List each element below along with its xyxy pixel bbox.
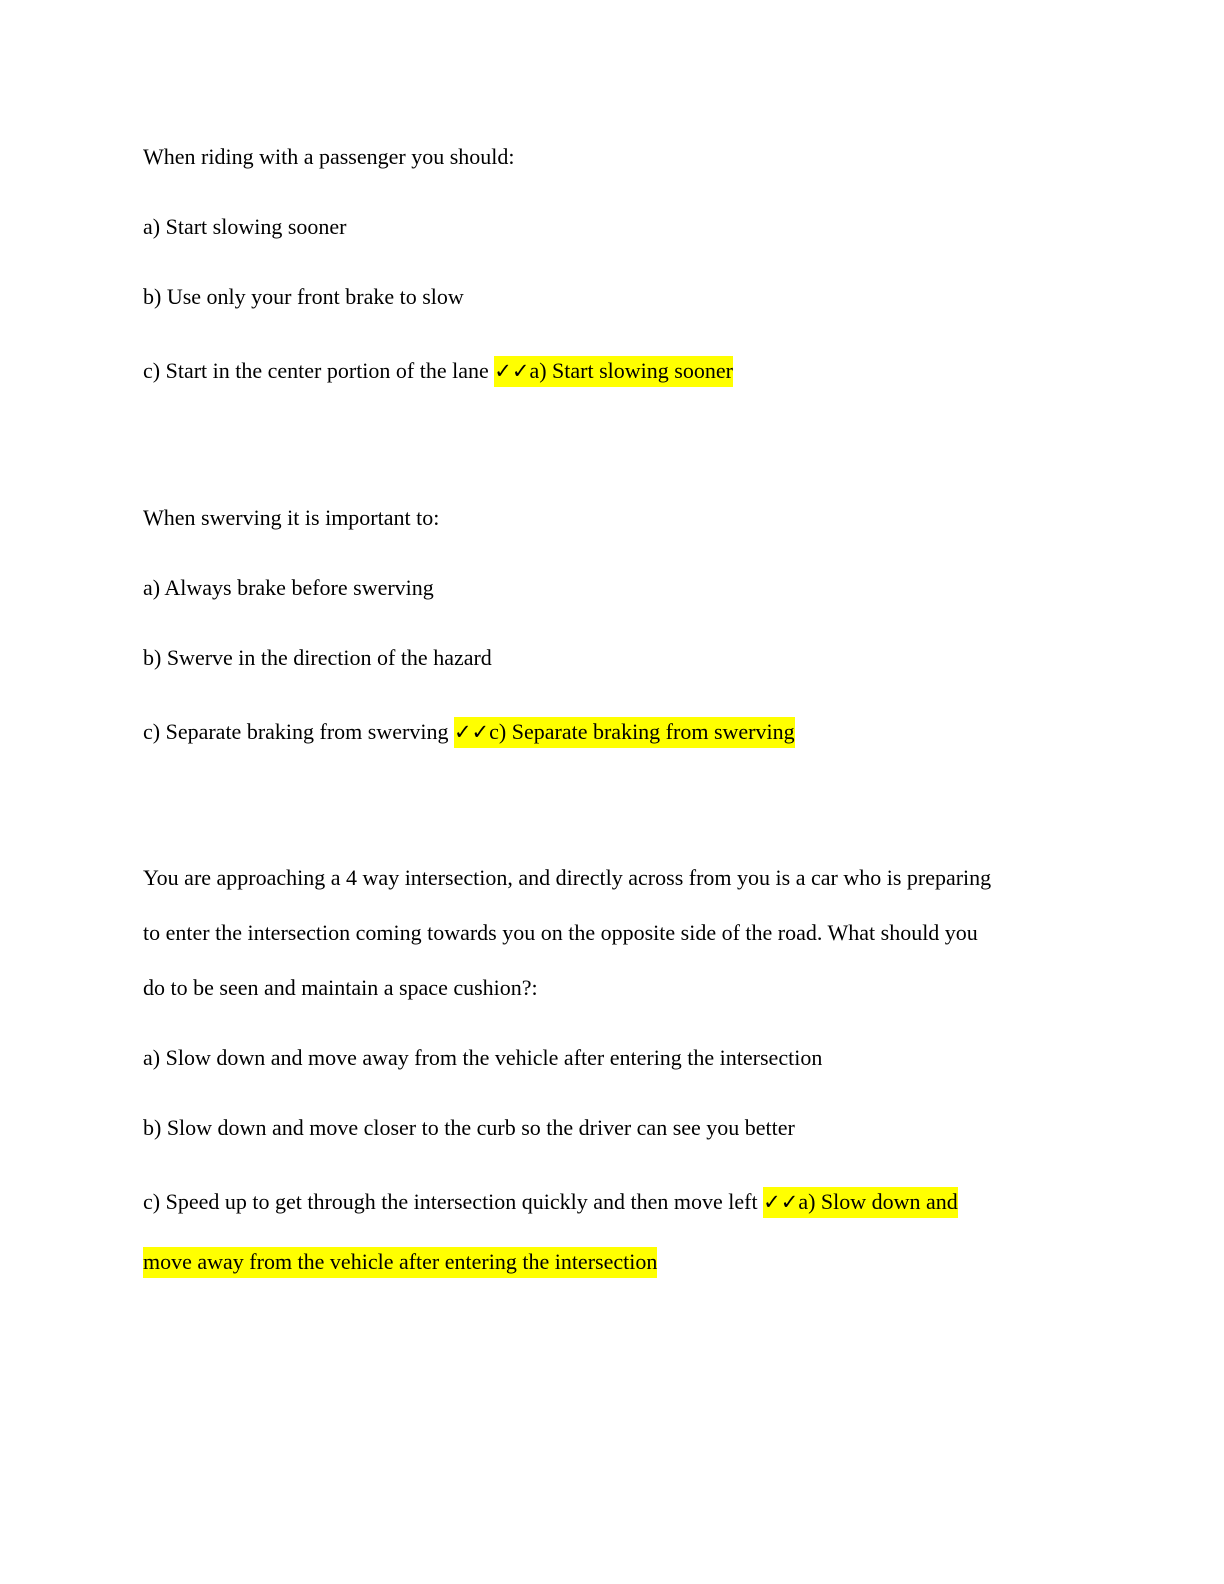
- question-3-prompt-line-1: You are approaching a 4 way intersection, and directly across from you is a car who is preparing: [143, 865, 992, 890]
- question-1-option-c: c) Start in the center portion of the lane: [143, 358, 489, 383]
- question-2-answer-highlight: [454, 717, 795, 748]
- question-3-answer-highlight: [763, 1187, 958, 1218]
- question-3-answer-line-2: [143, 1247, 657, 1277]
- question-3-option-c-line: [143, 1187, 958, 1217]
- question-1-option-b: b) Use only your front brake to slow: [143, 284, 464, 309]
- question-2-option-c-line: [143, 717, 795, 747]
- question-2-option-b: b) Swerve in the direction of the hazard: [143, 645, 492, 670]
- question-1-option-c-line: [143, 356, 733, 386]
- question-3-option-c: c) Speed up to get through the intersection quickly and then move left: [143, 1189, 758, 1214]
- question-1-option-a: a) Start slowing sooner: [143, 214, 347, 239]
- question-3-prompt-line-2: to enter the intersection coming towards you on the opposite side of the road. What should you: [143, 920, 978, 945]
- check-mark-icon: ✓✓: [494, 359, 530, 383]
- question-2-option-a: a) Always brake before swerving: [143, 575, 434, 600]
- question-3-option-b: b) Slow down and move closer to the curb so the driver can see you better: [143, 1115, 795, 1140]
- question-3-answer-part-2: move away from the vehicle after entering the intersection: [143, 1247, 657, 1278]
- check-mark-icon: ✓✓: [453, 720, 490, 744]
- question-2-option-c: c) Separate braking from swerving: [143, 719, 449, 744]
- question-2-answer: c) Separate braking from swerving: [489, 719, 795, 744]
- question-3-answer-part-1: a) Slow down and: [798, 1189, 958, 1214]
- question-2-prompt: When swerving it is important to:: [143, 505, 440, 530]
- question-1-prompt: When riding with a passenger you should:: [143, 144, 515, 169]
- question-1-answer-highlight: [494, 356, 733, 387]
- question-1-answer: a) Start slowing sooner: [529, 358, 733, 383]
- check-mark-icon: ✓✓: [763, 1190, 799, 1214]
- question-3-prompt-line-3: do to be seen and maintain a space cushion?:: [143, 975, 538, 1000]
- question-3-option-a: a) Slow down and move away from the vehicle after entering the intersection: [143, 1045, 823, 1070]
